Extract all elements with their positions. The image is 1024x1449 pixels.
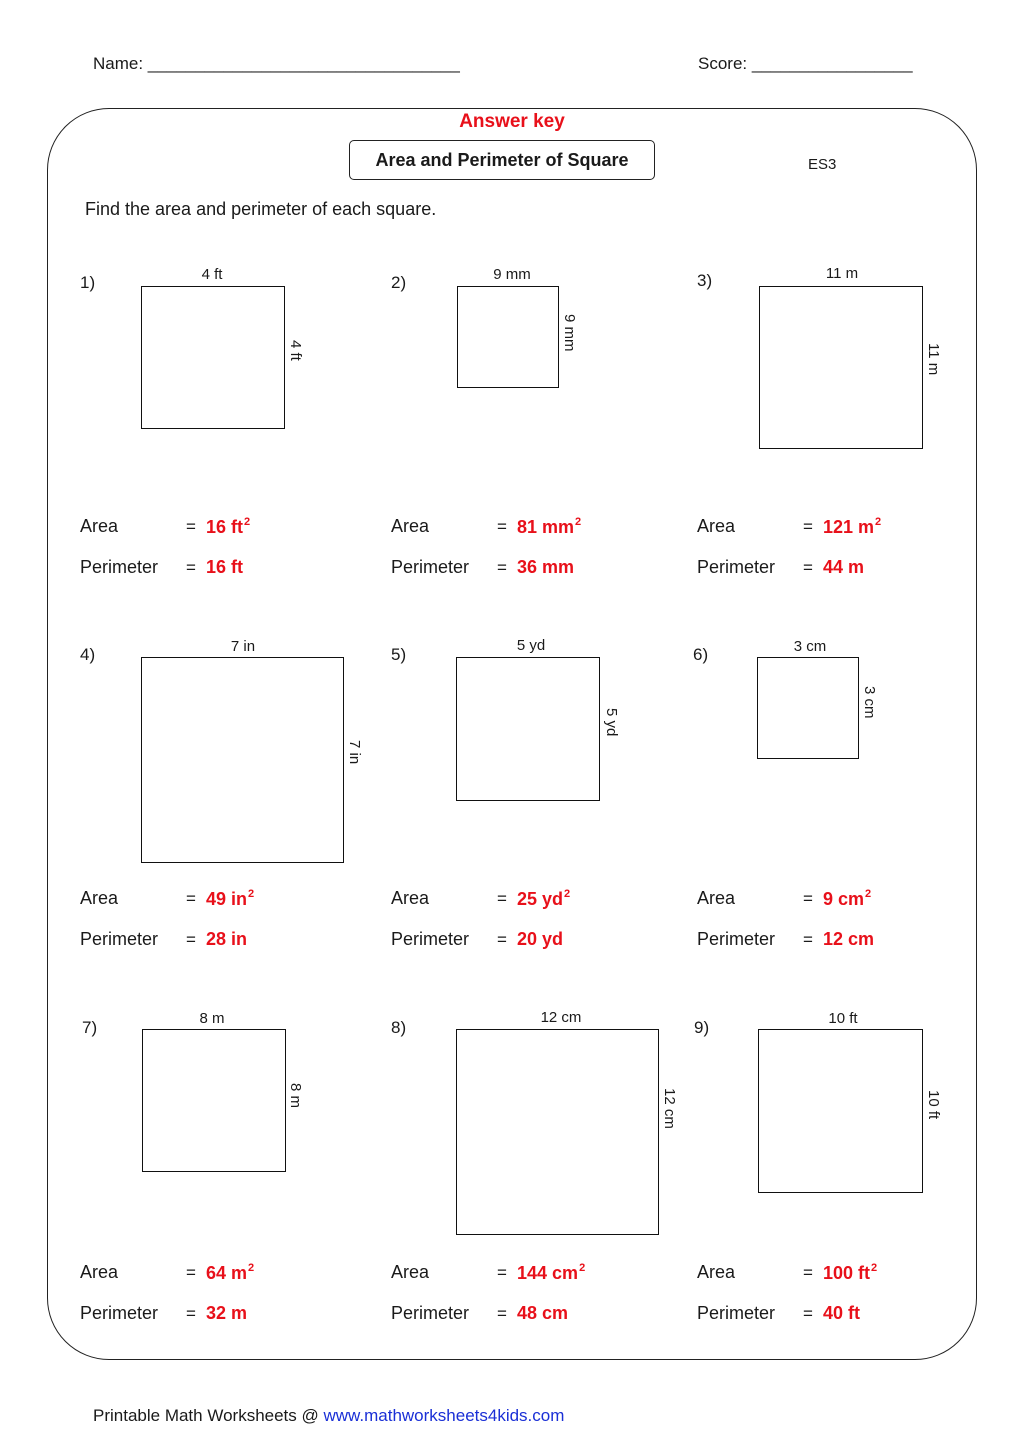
equals-sign: = — [497, 930, 507, 949]
perimeter-answer: 32 m — [206, 1303, 248, 1323]
square-shape — [456, 1029, 659, 1235]
area-label: Area — [697, 516, 736, 536]
square-shape — [757, 657, 859, 759]
side-label-right: 5 yd — [603, 708, 620, 737]
equals-sign: = — [803, 558, 813, 577]
perimeter-answer: 44 m — [823, 557, 865, 577]
problem-number: 3) — [697, 271, 713, 290]
area-answer: 121 $m^2$ — [823, 516, 882, 537]
area-label: Area — [391, 888, 430, 908]
equals-sign: = — [803, 1304, 813, 1323]
area-label: Area — [697, 1262, 736, 1282]
worksheet-code: ES3 — [808, 156, 837, 173]
area-label: Area — [80, 516, 119, 536]
problem-number: 1) — [80, 273, 96, 292]
equals-sign: = — [497, 517, 507, 536]
footer-link[interactable]: www.mathworksheets4kids.com — [323, 1406, 565, 1425]
name-line[interactable]: _________________________________ — [147, 54, 460, 73]
perimeter-label: Perimeter — [697, 1303, 776, 1323]
area-answer: 49 $in^2$ — [206, 888, 255, 909]
side-label-right: 12 cm — [661, 1088, 678, 1129]
answer-key-heading: Answer key — [459, 111, 565, 132]
equals-sign: = — [186, 1304, 196, 1323]
perimeter-label: Perimeter — [391, 1303, 470, 1323]
side-label-right: 9 mm — [561, 314, 578, 352]
footer — [93, 1406, 564, 1426]
area-label: Area — [391, 516, 430, 536]
area-label: Area — [697, 888, 736, 908]
name-label: Name: — [93, 54, 148, 73]
footer-text: Printable Math Worksheets @ — [93, 1406, 324, 1425]
perimeter-answer: 40 ft — [823, 1303, 861, 1323]
side-label-top: 9 mm — [493, 266, 531, 283]
perimeter-answer: 36 mm — [517, 557, 575, 577]
area-answer: 9 $cm^2$ — [823, 888, 872, 909]
problem-number: 7) — [82, 1018, 98, 1037]
side-label-right: 11 m — [925, 343, 942, 376]
name-field[interactable] — [93, 54, 460, 74]
area-answer: 16 $ft^2$ — [206, 516, 251, 537]
worksheet-title: Area and Perimeter of Square — [349, 140, 655, 180]
area-answer: 144 $cm^2$ — [517, 1262, 586, 1283]
perimeter-answer: 12 cm — [823, 929, 875, 949]
side-label-top: 11 m — [825, 265, 859, 282]
equals-sign: = — [497, 558, 507, 577]
perimeter-answer: 28 in — [206, 929, 248, 949]
square-shape — [141, 286, 285, 429]
perimeter-label: Perimeter — [697, 929, 776, 949]
problem-number: 9) — [694, 1018, 710, 1037]
perimeter-label: Perimeter — [391, 557, 470, 577]
square-shape — [457, 286, 559, 388]
equals-sign: = — [497, 1263, 507, 1282]
area-label: Area — [80, 1262, 119, 1282]
area-answer: 100 $ft^2$ — [823, 1262, 878, 1283]
square-shape — [141, 657, 344, 863]
side-label-right: 10 ft — [925, 1090, 942, 1120]
equals-sign: = — [497, 1304, 507, 1323]
problem-number: 2) — [391, 273, 407, 292]
problem-number: 8) — [391, 1018, 407, 1037]
problem-number: 4) — [80, 645, 96, 664]
area-label: Area — [80, 888, 119, 908]
side-label-top: 7 in — [230, 638, 256, 655]
side-label-top: 12 cm — [540, 1009, 582, 1026]
area-answer: 81 $mm^2$ — [517, 516, 582, 537]
equals-sign: = — [186, 1263, 196, 1282]
equals-sign: = — [186, 517, 196, 536]
perimeter-answer: 20 yd — [517, 929, 564, 949]
instructions: Find the area and perimeter of each square. — [85, 199, 437, 219]
side-label-top: 8 m — [199, 1010, 225, 1027]
equals-sign: = — [803, 1263, 813, 1282]
area-label: Area — [391, 1262, 430, 1282]
side-label-right: 7 in — [346, 740, 363, 765]
square-shape — [759, 286, 923, 449]
perimeter-label: Perimeter — [391, 929, 470, 949]
equals-sign: = — [186, 930, 196, 949]
perimeter-label: Perimeter — [697, 557, 776, 577]
score-label: Score: — [698, 54, 752, 73]
side-label-right: 3 cm — [861, 686, 878, 719]
equals-sign: = — [803, 930, 813, 949]
perimeter-label: Perimeter — [80, 1303, 159, 1323]
square-shape — [456, 657, 600, 801]
score-line[interactable]: _________________ — [751, 54, 913, 73]
side-label-top: 4 ft — [201, 266, 223, 283]
equals-sign: = — [803, 517, 813, 536]
equals-sign: = — [497, 889, 507, 908]
perimeter-answer: 16 ft — [206, 557, 244, 577]
side-label-right: 8 m — [287, 1083, 304, 1109]
score-field[interactable] — [698, 54, 913, 74]
perimeter-label: Perimeter — [80, 557, 159, 577]
side-label-right: 4 ft — [287, 340, 304, 361]
perimeter-label: Perimeter — [80, 929, 159, 949]
square-shape — [142, 1029, 286, 1172]
problem-number: 6) — [693, 645, 709, 664]
side-label-top: 5 yd — [516, 637, 546, 654]
perimeter-answer: 48 cm — [517, 1303, 569, 1323]
side-label-top: 10 ft — [828, 1010, 858, 1027]
equals-sign: = — [803, 889, 813, 908]
square-shape — [758, 1029, 923, 1193]
equals-sign: = — [186, 558, 196, 577]
area-answer: 25 $yd^2$ — [517, 888, 571, 909]
side-label-top: 3 cm — [793, 638, 827, 655]
equals-sign: = — [186, 889, 196, 908]
problem-number: 5) — [391, 645, 407, 664]
area-answer: 64 $m^2$ — [206, 1262, 255, 1283]
